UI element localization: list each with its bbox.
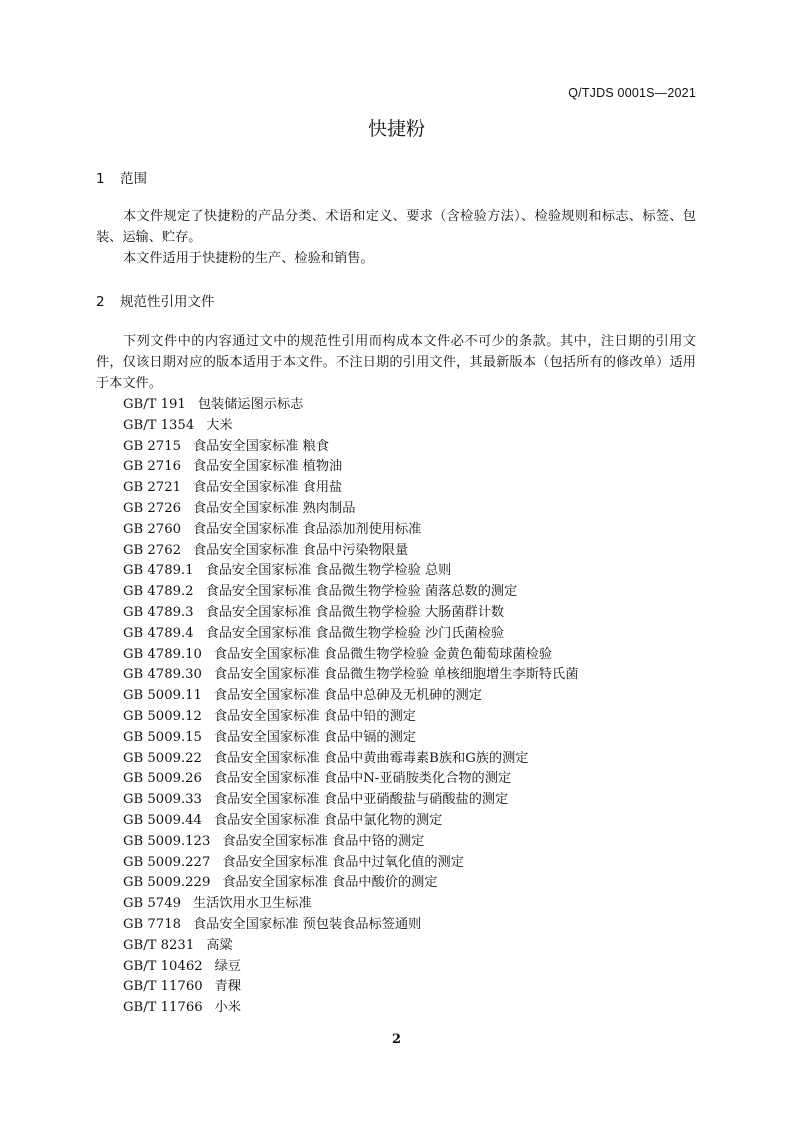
reference-code: GB 4789.1 <box>123 563 194 579</box>
reference-item <box>123 769 578 790</box>
reference-item <box>123 561 578 582</box>
reference-code: GB 5009.33 <box>123 792 202 808</box>
document-title: 快捷粉 <box>367 118 425 140</box>
reference-title: 包装储运图示标志 <box>197 397 304 412</box>
reference-title: 食品安全国家标准 食品微生物学检验 单核细胞增生李斯特氏菌 <box>213 667 579 683</box>
reference-item <box>123 873 578 894</box>
section-1-title: 范围 <box>120 171 147 187</box>
reference-code: GB/T 11760 <box>123 979 203 995</box>
reference-title: 食品安全国家标准 食品中酸价的测定 <box>222 875 438 891</box>
reference-code: GB 7718 <box>123 916 181 932</box>
reference-code: GB/T 191 <box>123 397 186 412</box>
reference-item <box>123 977 578 998</box>
section-2-heading <box>96 290 215 310</box>
reference-code: GB/T 8231 <box>123 937 195 953</box>
reference-code: GB 4789.3 <box>123 604 194 620</box>
reference-code: GB 2716 <box>123 459 181 475</box>
reference-title: 食品安全国家标准 食品中镉的测定 <box>213 729 416 745</box>
reference-item <box>123 957 578 978</box>
reference-item <box>123 582 578 603</box>
reference-code: GB/T 1354 <box>123 417 195 433</box>
reference-code: GB 5009.44 <box>123 812 202 828</box>
reference-item <box>123 665 578 686</box>
reference-title: 大米 <box>206 417 233 433</box>
reference-title: 食品安全国家标准 食品微生物学检验 沙门氏菌检验 <box>205 625 505 641</box>
reference-code: GB 2726 <box>123 500 181 516</box>
reference-title: 食品安全国家标准 食品中铬的测定 <box>222 833 425 849</box>
section-1-heading <box>96 167 147 187</box>
reference-item <box>123 437 578 458</box>
page-number: 2 <box>391 1032 402 1047</box>
section-1-paragraph-1: 本文件规定了快捷粉的产品分类、术语和定义、要求（含检验方法）、检验规则和标志、标签、包装、运输、贮存。 <box>96 209 696 245</box>
reference-code: GB 2715 <box>123 438 181 454</box>
reference-code: GB 2760 <box>123 521 181 537</box>
reference-title: 小米 <box>214 1000 241 1016</box>
section-1-paragraph-2: 本文件适用于快捷粉的生产、检验和销售。 <box>123 251 374 266</box>
reference-item <box>123 541 578 562</box>
reference-code: GB 5009.15 <box>123 729 202 745</box>
reference-title: 食品安全国家标准 食品添加剂使用标准 <box>192 521 422 537</box>
reference-item <box>123 894 578 915</box>
reference-title: 食品安全国家标准 食品中总砷及无机砷的测定 <box>213 688 482 704</box>
reference-item <box>123 936 578 957</box>
reference-item <box>123 478 578 499</box>
reference-title: 高粱 <box>206 937 233 953</box>
reference-item <box>123 499 578 520</box>
reference-title: 食品安全国家标准 食品中N-亚硝胺类化合物的测定 <box>213 771 512 787</box>
reference-code: GB/T 11766 <box>123 1000 203 1016</box>
reference-code: GB 5009.22 <box>123 750 202 766</box>
reference-title: 食品安全国家标准 食用盐 <box>192 480 343 496</box>
reference-title: 食品安全国家标准 熟肉制品 <box>192 500 356 516</box>
reference-list <box>123 395 578 1019</box>
reference-item <box>123 915 578 936</box>
reference-title: 食品安全国家标准 食品中污染物限量 <box>192 542 409 558</box>
reference-code: GB 5749 <box>123 896 181 912</box>
reference-title: 食品安全国家标准 植物油 <box>192 459 343 475</box>
reference-item <box>123 395 578 416</box>
reference-title: 食品安全国家标准 预包装食品标签通则 <box>192 916 422 932</box>
document-code: Q/TJDS 0001S—2021 <box>568 86 696 100</box>
reference-item <box>123 457 578 478</box>
reference-title: 食品安全国家标准 粮食 <box>192 438 330 454</box>
section-2-number: 2 <box>96 294 105 310</box>
reference-title: 青稞 <box>214 979 241 995</box>
reference-item <box>123 624 578 645</box>
reference-item <box>123 832 578 853</box>
reference-item <box>123 853 578 874</box>
reference-code: GB 5009.227 <box>123 854 211 870</box>
reference-item <box>123 728 578 749</box>
reference-item <box>123 686 578 707</box>
reference-code: GB 2721 <box>123 480 181 496</box>
reference-code: GB 4789.4 <box>123 625 194 641</box>
reference-item <box>123 707 578 728</box>
reference-title: 食品安全国家标准 食品中铅的测定 <box>213 708 416 724</box>
reference-title: 食品安全国家标准 食品微生物学检验 大肠菌群计数 <box>205 604 505 620</box>
reference-code: GB 4789.2 <box>123 584 194 600</box>
reference-code: GB/T 10462 <box>123 958 203 974</box>
reference-title: 食品安全国家标准 食品微生物学检验 金黄色葡萄球菌检验 <box>213 646 553 662</box>
reference-title: 食品安全国家标准 食品中过氧化值的测定 <box>222 854 464 870</box>
reference-item <box>123 998 578 1019</box>
reference-code: GB 4789.30 <box>123 667 202 683</box>
reference-title: 食品安全国家标准 食品微生物学检验 菌落总数的测定 <box>205 584 518 600</box>
reference-item <box>123 416 578 437</box>
reference-code: GB 4789.10 <box>123 646 202 662</box>
reference-item <box>123 749 578 770</box>
reference-title: 食品安全国家标准 食品中氯化物的测定 <box>213 812 443 828</box>
section-1-number: 1 <box>96 171 105 187</box>
reference-item <box>123 645 578 666</box>
reference-item <box>123 520 578 541</box>
reference-title: 绿豆 <box>214 958 241 974</box>
reference-item <box>123 811 578 832</box>
reference-title: 生活饮用水卫生标准 <box>192 896 312 912</box>
reference-code: GB 5009.12 <box>123 708 202 724</box>
reference-item <box>123 790 578 811</box>
reference-code: GB 5009.26 <box>123 771 202 787</box>
reference-title: 食品安全国家标准 食品中黄曲霉毒素B族和G族的测定 <box>213 750 529 766</box>
reference-code: GB 5009.123 <box>123 833 211 849</box>
reference-code: GB 2762 <box>123 542 181 558</box>
reference-title: 食品安全国家标准 食品微生物学检验 总则 <box>205 563 452 579</box>
reference-code: GB 5009.229 <box>123 875 211 891</box>
reference-code: GB 5009.11 <box>123 688 202 704</box>
reference-title: 食品安全国家标准 食品中亚硝酸盐与硝酸盐的测定 <box>213 792 509 808</box>
reference-item <box>123 603 578 624</box>
section-2-title: 规范性引用文件 <box>120 294 215 310</box>
section-2-intro: 下列文件中的内容通过文中的规范性引用而构成本文件必不可少的条款。其中，注日期的引用文件，仅该日期对应的版本适用于本文件。不注日期的引用文件，其最新版本（包括所有的修改单）适用于本文件。 <box>96 334 696 391</box>
